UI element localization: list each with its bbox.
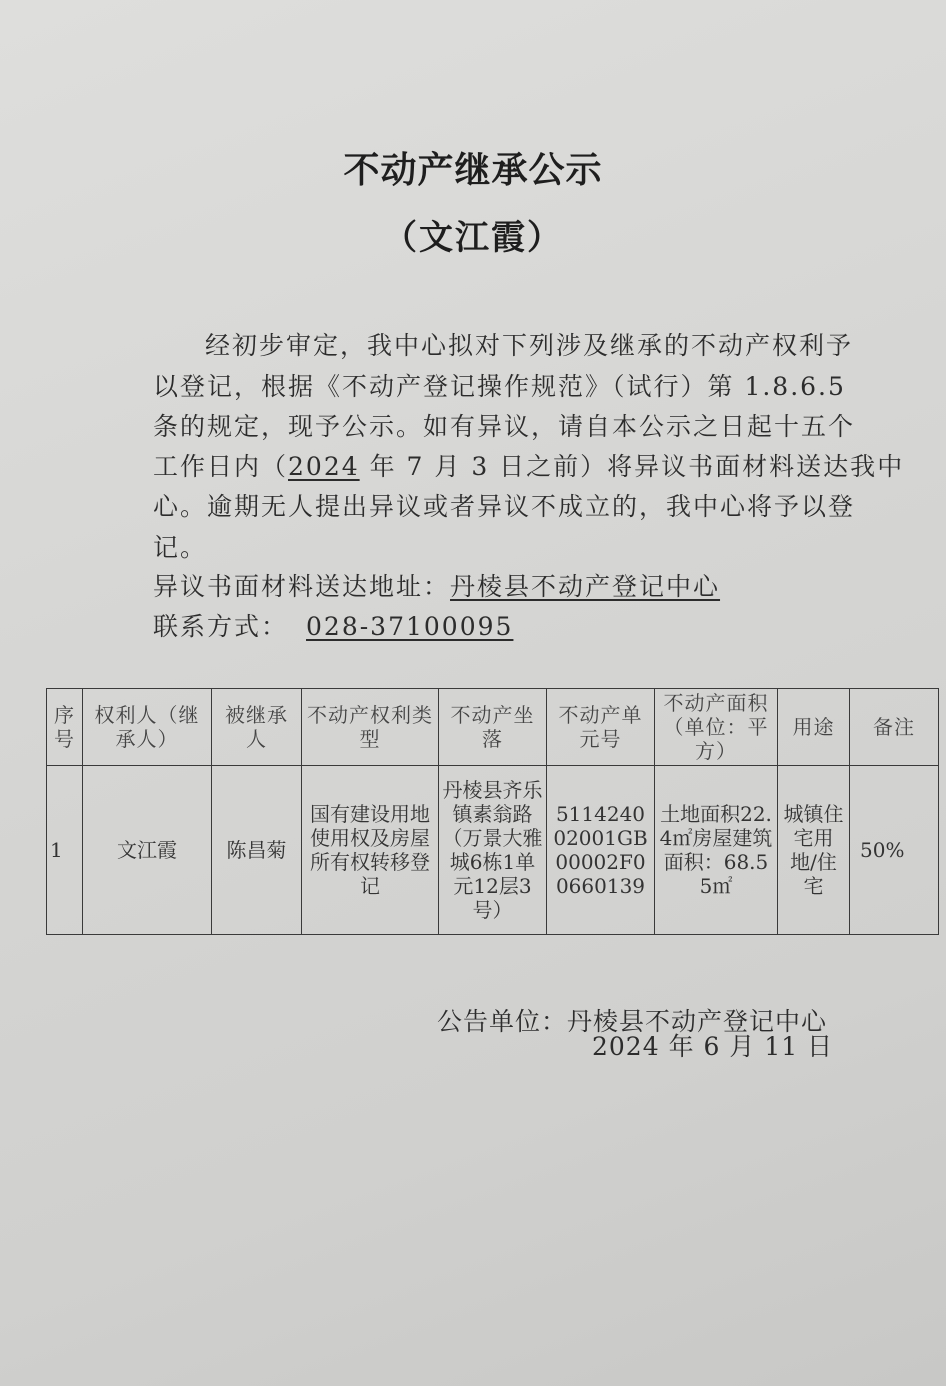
body-line-1: 经初步审定，我中心拟对下列涉及继承的不动产权利予 bbox=[205, 331, 854, 360]
table-row bbox=[47, 766, 939, 935]
deadline-suffix: 年 7 月 3 日之前）将异议书面材料送达我中 bbox=[359, 452, 905, 481]
body-line-2: 以登记，根据《不动产登记操作规范》（试行）第 1.8.6.5 bbox=[153, 372, 846, 401]
address-value: 丹棱县不动产登记中心 bbox=[450, 572, 721, 601]
header-cell-unit-no: 不动产单元号 bbox=[547, 689, 655, 766]
notice-title: 不动产继承公示 bbox=[343, 150, 603, 191]
address-line bbox=[153, 567, 720, 603]
issuer-line: 公告单位：丹棱县不动产登记中心 bbox=[437, 1007, 828, 1036]
cell-usage: 城镇住宅用地/住宅 bbox=[778, 766, 850, 935]
body-line-4 bbox=[153, 447, 904, 483]
contact-line bbox=[153, 607, 513, 643]
cell-index: 1 bbox=[47, 766, 83, 935]
body-line-3: 条的规定，现予公示。如有异议，请自本公示之日起十五个 bbox=[153, 412, 856, 441]
header-cell-decedent: 被继承人 bbox=[212, 689, 302, 766]
notice-subtitle: （文江霞） bbox=[383, 218, 563, 258]
header-cell-usage: 用途 bbox=[778, 689, 850, 766]
issue-date: 2024 年 6 月 11 日 bbox=[592, 1032, 834, 1061]
header-cell-heir: 权利人（继承人） bbox=[83, 689, 212, 766]
header-cell-area: 不动产面积（单位：平方） bbox=[655, 689, 778, 766]
table-header-row bbox=[47, 689, 939, 766]
address-label: 异议书面材料送达地址： bbox=[153, 572, 451, 601]
cell-location: 丹棱县齐乐镇素翁路（万景大雅城6栋1单元12层3号） bbox=[439, 766, 547, 935]
header-cell-right-type: 不动产权利类型 bbox=[302, 689, 439, 766]
header-cell-location: 不动产坐落 bbox=[439, 689, 547, 766]
inheritance-table bbox=[46, 688, 939, 935]
header-cell-index: 序号 bbox=[47, 689, 83, 766]
contact-value: 028-37100095 bbox=[306, 612, 514, 641]
cell-area: 土地面积22.4㎡房屋建筑面积：68.55㎡ bbox=[655, 766, 778, 935]
cell-remark: 50% bbox=[850, 766, 939, 935]
body-line-6: 记。 bbox=[153, 533, 208, 562]
cell-right-type: 国有建设用地使用权及房屋所有权转移登记 bbox=[302, 766, 439, 935]
cell-unit-no: 511424002001GB00002F00660139 bbox=[547, 766, 655, 935]
deadline-prefix: 工作日内（ bbox=[153, 452, 289, 481]
header-cell-remark: 备注 bbox=[850, 689, 939, 766]
deadline-year: 2024 bbox=[288, 452, 360, 481]
contact-label: 联系方式： bbox=[153, 612, 289, 641]
body-line-5: 心。逾期无人提出异议或者异议不成立的，我中心将予以登 bbox=[153, 492, 856, 521]
cell-decedent: 陈昌菊 bbox=[212, 766, 302, 935]
cell-heir: 文江霞 bbox=[83, 766, 212, 935]
